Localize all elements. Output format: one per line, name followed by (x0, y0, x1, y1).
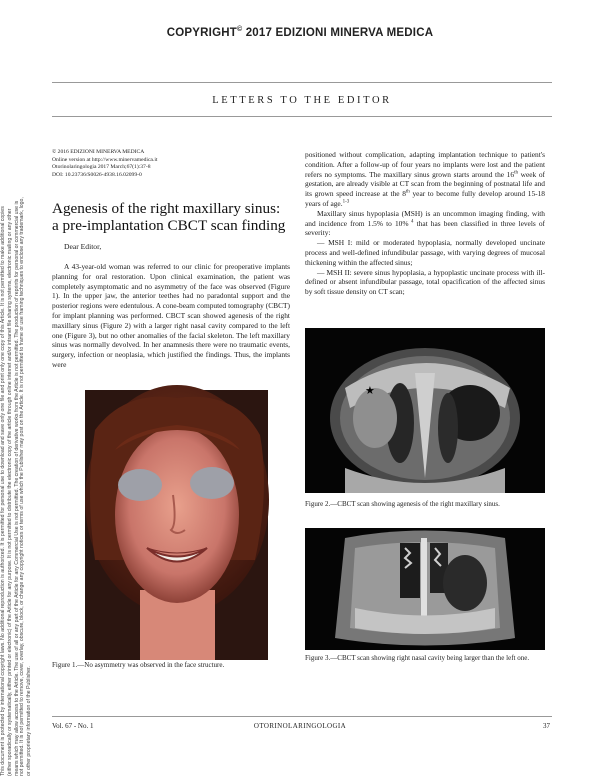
cbct-coronal-illustration (305, 328, 545, 493)
copyright-mark: © (236, 26, 243, 33)
paragraph: positioned without complication, adapting implantation technique to patient's condition. After a follow-up of four years no implants were lost and the patient refers no symptoms. The maxillary sinus grown starts around the 16th week of gestation, are already visible at CT scan from the beginning of postnatal life and its grown speed increase at the 8th year to become fully develop around 15-18 years of age.$^{1-3}$ (305, 150, 545, 208)
paragraph: Maxillary sinus hypoplasia (MSH) is an uncommon imaging finding, with and incidence from 1.5% to 10% $^4$ that has been classified in three levels of severity: (305, 208, 546, 238)
paragraph: — MSH II: severe sinus hypoplasia, a hypoplastic uncinate process with ill-defined or absent infundibular passage, total opacification of the affected sinus by soft tissue density on CT scan; (305, 267, 545, 297)
meta-line: DOI: 10.23736/S0026-4938.16.02099-0 (52, 171, 142, 178)
sidebar-line: (either sporadically or systematically, either printed or electronic) of the Article for any purpose. It is not permitted to distribute the electronic copy of the article through online internet and/or intranet file sharing systems, electronic mailing or any other (7, 208, 13, 776)
article-title: Agenesis of the right maxillary sinus: a pre-implantation CBCT scan finding (52, 200, 286, 234)
meta-line: Otorinolaringologia 2017 March;67(1):37-8 (52, 164, 151, 171)
figure3-cbct-image (305, 528, 545, 650)
sidebar-line: means which may allow access to the Article. The use of all or any part of the Article for any Commercial Use is not permitted. The creation of derivative works from the Article is not permitted. The production of reprints for personal or commercial use is (14, 200, 20, 776)
paragraph: — MSH I: mild or moderated hypoplasia, normally developed uncinate process and well-defined infundibular passage, with varying degrees of mucosal thickening within the affected sinus; (305, 238, 545, 267)
salutation: Dear Editor, (64, 242, 102, 251)
meta-line: Online version at http://www.minervamedica.it (52, 156, 158, 163)
copyright-suffix: 2017 EDIZIONI MINERVA MEDICA (242, 26, 434, 39)
footer-rule (52, 716, 552, 717)
section-title: LETTERS TO THE EDITOR (212, 95, 392, 106)
header-rule-top (52, 82, 552, 83)
sidebar-line: not permitted. It is not permitted to remove, cover, overlay, obscure, block, or change any copyright notices or terms of use which the Publisher may post on the Article. It is not permitted to frame or use framing techniques to enclose any trademark, logo, (19, 197, 25, 776)
footer-page-number: 37 (543, 722, 550, 730)
figure2-star-marker: ★ (365, 385, 375, 397)
patient-face-illustration (85, 390, 268, 660)
footer-journal: OTORINOLARINGOLOGIA (253, 722, 347, 730)
figure1-caption: Figure 1.—No asymmetry was observed in the face structure. (52, 661, 225, 669)
meta-line: © 2016 EDIZIONI MINERVA MEDICA (52, 149, 145, 155)
sidebar-line: This document is protected by international copyright laws. No additional reproduction is authorized. It is permitted for personal use to download and save only one file and print only one copy of this Article. It is not permitted to make additional copies (0, 206, 6, 776)
sidebar-line: or other proprietary information of the Publisher. (26, 666, 32, 776)
copyright-header (150, 26, 450, 39)
copyright-prefix: COPYRIGHT (166, 26, 237, 39)
copyright-sidebar-2 (0, 0, 32, 782)
eye-mask-right (190, 467, 234, 499)
header-rule-bottom (52, 116, 552, 117)
figure2-cbct-image (305, 328, 545, 493)
figure1-patient-photo (85, 390, 268, 660)
footer-volume: Vol. 67 - No. 1 (52, 722, 94, 730)
body-left-column: A 43-year-old woman was referred to our clinic for preoperative implants planning for oral restoration. Upon clinical examination, the patient was completely asymptomatic and no asymmetry of the face was observed (Figure 1). In the upper jaw, the anterior teethes had no paradontal support and the posterior regions were edentulous. A cone-beam computed tomography (CBCT) for implant planning was performed. CBCT scan showed agenesis of the right maxillary sinus (Figure 2) with a larger right nasal cavity compared to the left one (Figure 3), but no other anomalies of the facial skeleton. The left maxillary sinus was normally devolved. In her anamnesis there were no traumatic events, surgery, infection or neoplasia, which justified the findings. Thus, the implants were (52, 262, 290, 369)
article-meta (52, 149, 282, 179)
cbct-axial-illustration (305, 528, 545, 650)
eye-mask-left (118, 469, 162, 501)
figure3-caption: Figure 3.—CBCT scan showing right nasal cavity being larger than the left one. (305, 654, 530, 662)
figure2-caption: Figure 2.—CBCT scan showing agenesis of the right maxillary sinus. (305, 500, 500, 508)
body-right-column (305, 150, 545, 297)
